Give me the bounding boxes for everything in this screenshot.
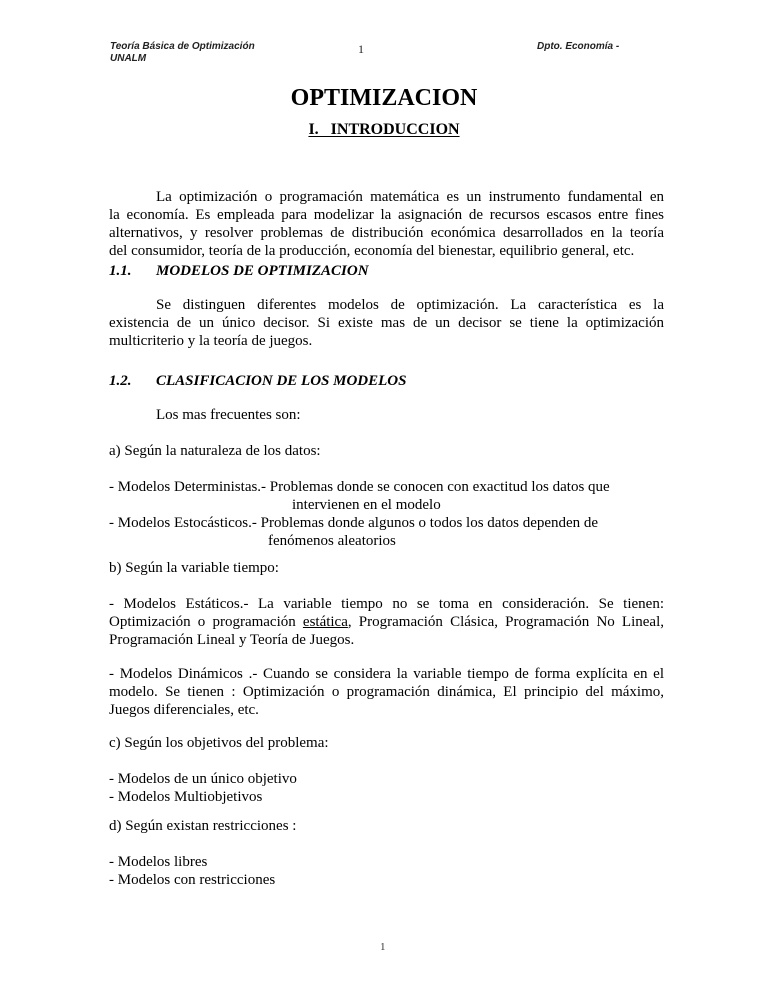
document-title: OPTIMIZACION <box>290 85 478 111</box>
underlined-term: estática <box>302 614 348 630</box>
paragraph-line: La optimización o programación matemática es un instrumento fundamental en <box>156 189 664 205</box>
list-item-continuation: fenómenos aleatorios <box>268 533 396 549</box>
footer-page-number: 1 <box>380 941 386 953</box>
paragraph-line: Juegos diferenciales, etc. <box>109 702 259 718</box>
paragraph-line: existencia de un único decisor. Si existe mas de un decisor se tiene la optimización <box>109 315 664 331</box>
paragraph-line: - Modelos Estáticos.- La variable tiempo no se toma en consideración. Se tienen: <box>109 596 664 612</box>
paragraph-line: del consumidor, teoría de la producción, economía del bienestar, equilibrio general, etc. <box>109 243 635 259</box>
section-title: MODELOS DE OPTIMIZACION <box>156 263 369 279</box>
paragraph-line: Programación Lineal y Teoría de Juegos. <box>109 632 355 648</box>
classification-b <box>109 559 664 649</box>
text-fragment: , Programación Clásica, Programación No Lineal, <box>347 614 664 630</box>
paragraph-line: - Modelos Dinámicos .- Cuando se considera la variable tiempo de forma explícita en el <box>109 666 664 682</box>
section-1-1-paragraph <box>109 296 664 350</box>
section-heading-1-2 <box>109 372 406 390</box>
list-item: - Modelos Deterministas.- Problemas donde se conocen con exactitud los datos que <box>109 479 610 495</box>
paragraph-line: la economía. Es empleada para modelizar la asignación de recursos escasos entre fines <box>109 207 664 223</box>
list-item: - Modelos Multiobjetivos <box>109 789 263 805</box>
section-number: 1.2. <box>109 373 132 389</box>
list-item-continuation: intervienen en el modelo <box>292 497 441 513</box>
header-department: Dpto. Economía - <box>537 41 620 52</box>
paragraph-line <box>109 613 664 631</box>
header-left <box>110 41 255 65</box>
classification-d <box>109 817 664 889</box>
classification-heading: b) Según la variable tiempo: <box>109 560 279 576</box>
section-number: 1.1. <box>109 263 132 279</box>
section-title: CLASIFICACION DE LOS MODELOS <box>156 373 407 389</box>
classification-a <box>109 442 664 550</box>
header-institution: UNALM <box>110 53 147 64</box>
list-item: - Modelos con restricciones <box>109 872 276 888</box>
paragraph-line: Los mas frecuentes son: <box>156 407 301 423</box>
classification-b-dynamic <box>109 665 664 719</box>
classification-heading: c) Según los objetivos del problema: <box>109 735 329 751</box>
intro-paragraph <box>109 188 664 260</box>
classification-heading: a) Según la naturaleza de los datos: <box>109 443 321 459</box>
paragraph-line: multicriterio y la teoría de juegos. <box>109 333 313 349</box>
text-fragment: Optimización o programación <box>109 614 303 630</box>
section-1-2-intro <box>109 406 664 424</box>
paragraph-line: Se distinguen diferentes modelos de optimización. La característica es la <box>156 297 664 313</box>
header-course-title: Teoría Básica de Optimización <box>110 41 255 52</box>
section-heading-1-1 <box>109 262 369 280</box>
header-page-number: 1 <box>358 42 364 56</box>
list-item: - Modelos de un único objetivo <box>109 771 297 787</box>
classification-heading: d) Según existan restricciones : <box>109 818 297 834</box>
paragraph-line: alternativos, y resolver problemas de distribución económica desarrollados en la teoría <box>109 225 664 241</box>
classification-c <box>109 734 664 806</box>
chapter-heading-label: I. INTRODUCCION <box>308 121 460 138</box>
paragraph-line: modelo. Se tienen : Optimización o programación dinámica, El principio del máximo, <box>109 684 664 700</box>
chapter-heading <box>0 120 768 140</box>
list-item: - Modelos Estocásticos.- Problemas donde algunos o todos los datos dependen de <box>109 515 599 531</box>
list-item: - Modelos libres <box>109 854 208 870</box>
